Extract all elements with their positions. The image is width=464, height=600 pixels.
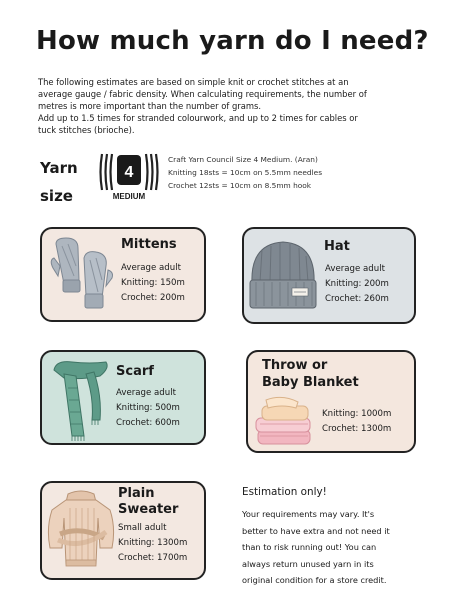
sweater-crochet: Crochet: 1700m	[118, 553, 188, 563]
scarf-crochet: Crochet: 600m	[116, 418, 180, 428]
intro-line: average gauge / fabric density. When calculating requirements, the number of	[38, 89, 367, 99]
estimation-note	[242, 506, 448, 589]
yarn-size-label	[40, 154, 78, 210]
intro-text	[38, 76, 434, 136]
scarf-knitting: Knitting: 500m	[116, 403, 180, 413]
mittens-crochet: Crochet: 200m	[121, 293, 185, 303]
sweater-icon	[46, 488, 116, 570]
estimation-line: original condition for a store credit.	[242, 575, 387, 585]
scarf-title: Scarf	[116, 364, 154, 379]
page-title: How much yarn do I need?	[36, 26, 429, 56]
mittens-knitting: Knitting: 150m	[121, 278, 185, 288]
badge-word: MEDIUM	[112, 192, 146, 201]
sweater-title-line: Sweater	[118, 502, 179, 517]
throw-crochet: Crochet: 1300m	[322, 424, 392, 434]
estimation-heading: Estimation only!	[242, 486, 327, 498]
badge-number: 4	[124, 164, 134, 181]
scarf-icon	[50, 358, 112, 442]
yarn-size-info-line: Crochet 12sts = 10cm on 8.5mm hook	[168, 181, 312, 190]
yarn-size-label-line: size	[40, 187, 73, 205]
yarn-size-info	[168, 153, 322, 192]
estimation-line: better to have extra and not need it	[242, 525, 390, 536]
intro-line: metres is more important than the number of grams.	[38, 101, 262, 111]
estimation-line: always return unused yarn in its	[242, 558, 374, 569]
mittens-icon	[50, 236, 116, 316]
throw-title-line: Baby Blanket	[262, 375, 359, 390]
intro-line: The following estimates are based on simple knit or crochet stitches at an	[38, 77, 349, 87]
yarn-size-info-line: Craft Yarn Council Size 4 Medium. (Aran)	[168, 155, 318, 164]
throw-title-line: Throw or	[262, 358, 328, 373]
throw-knitting: Knitting: 1000m	[322, 409, 392, 419]
sweater-knitting: Knitting: 1300m	[118, 538, 188, 548]
intro-line: tuck stitches (brioche).	[38, 125, 135, 135]
hat-icon	[246, 236, 320, 314]
mittens-title: Mittens	[121, 237, 177, 252]
hat-title: Hat	[324, 239, 350, 254]
scarf-size: Average adult	[116, 388, 176, 398]
hat-crochet: Crochet: 260m	[325, 294, 389, 304]
sweater-size: Small adult	[118, 523, 167, 533]
intro-line: Add up to 1.5 times for stranded colourwork, and up to 2 times for cables or	[38, 113, 358, 123]
blanket-stack-icon	[252, 396, 316, 448]
hat-size: Average adult	[325, 264, 385, 274]
yarn-size-info-line: Knitting 18sts = 10cm on 5.5mm needles	[168, 168, 323, 177]
mittens-size: Average adult	[121, 263, 181, 273]
yarn-size-label-line: Yarn	[40, 159, 78, 177]
sweater-title-line: Plain	[118, 486, 155, 501]
yarn-weight-badge-icon	[98, 150, 160, 202]
estimation-line: than to risk running out! You can	[242, 542, 377, 552]
hat-knitting: Knitting: 200m	[325, 279, 389, 289]
estimation-line: Your requirements may vary. It's	[242, 509, 375, 519]
